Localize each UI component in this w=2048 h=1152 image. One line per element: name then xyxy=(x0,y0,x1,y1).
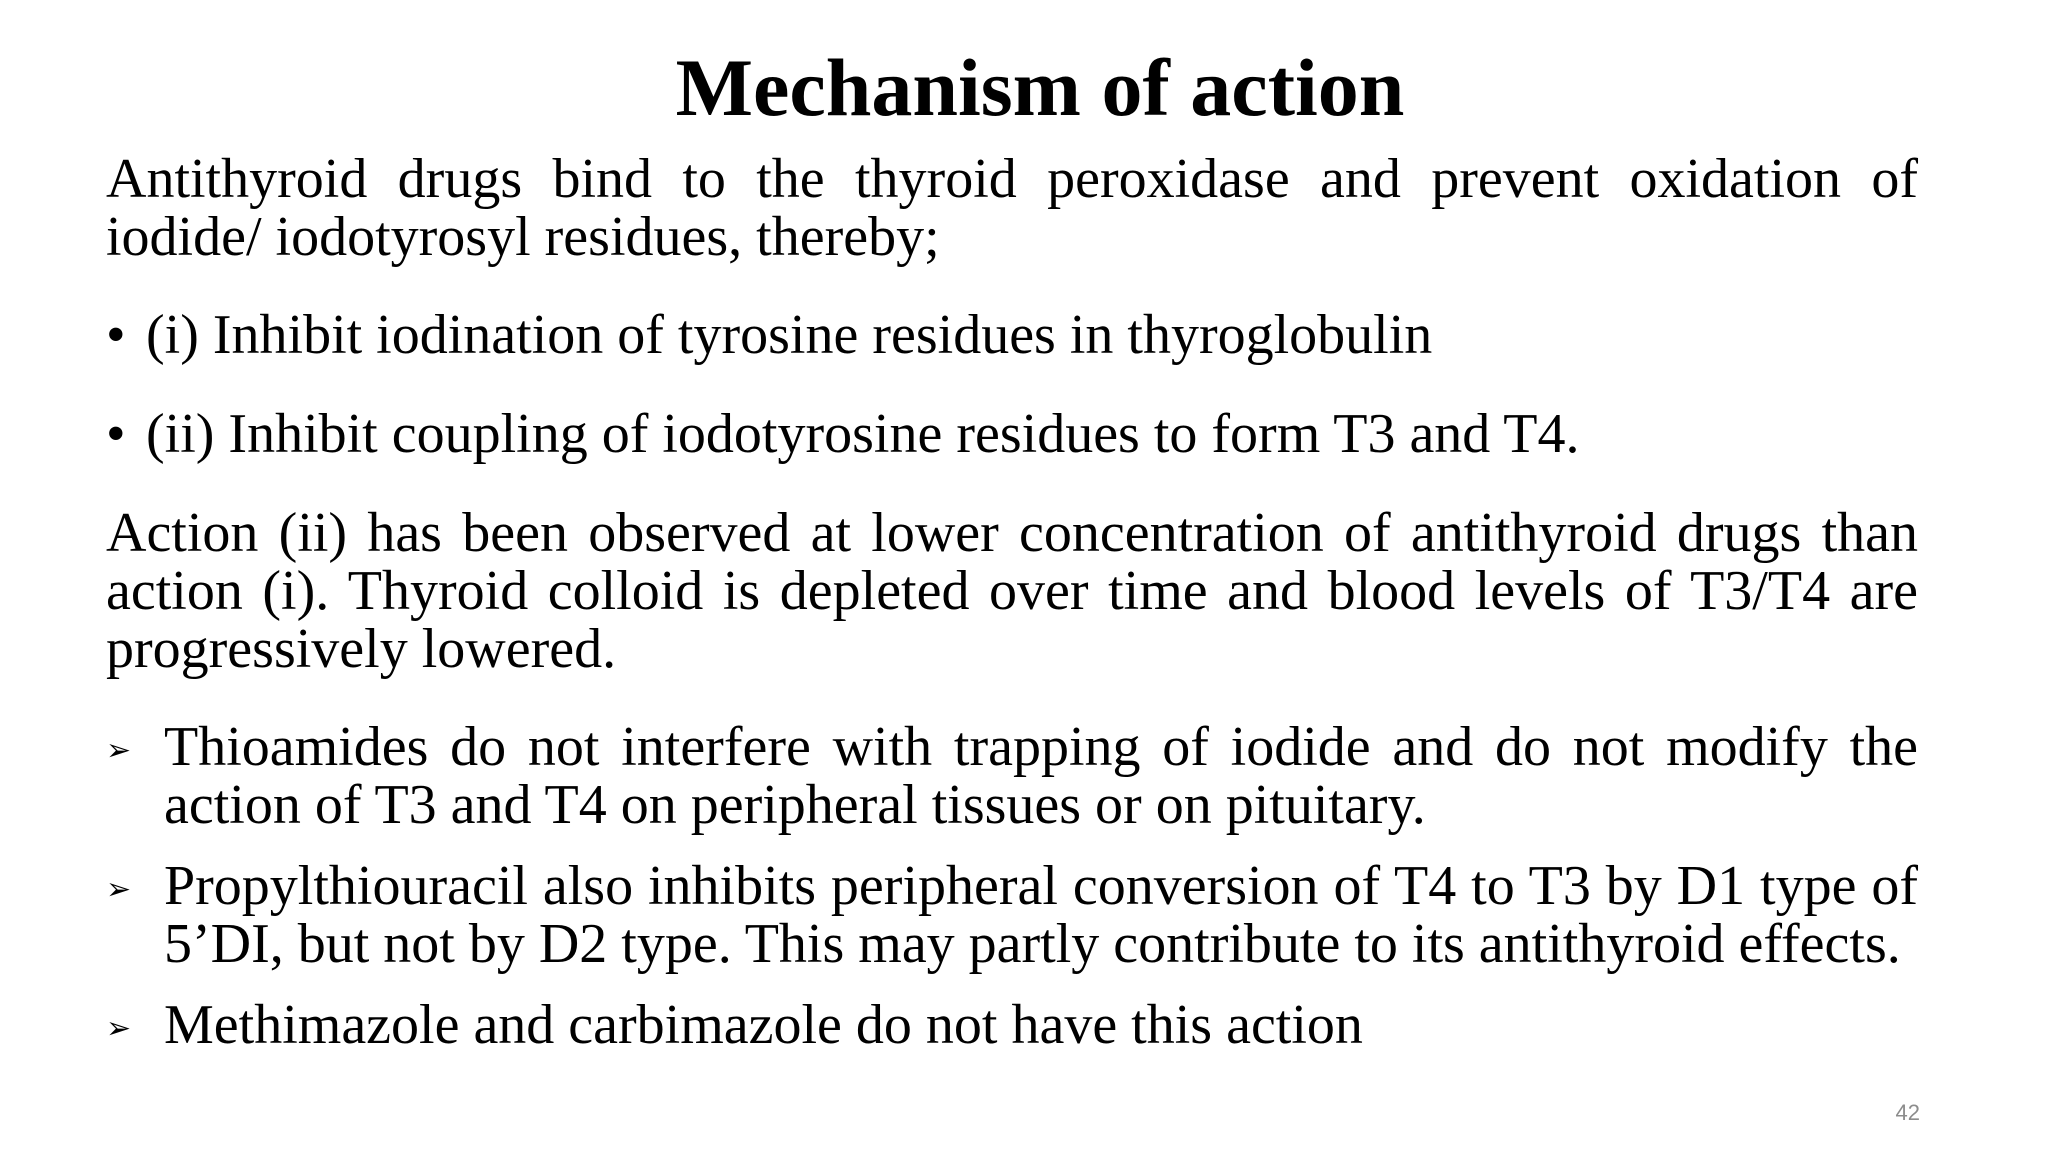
intro-paragraph: Antithyroid drugs bind to the thyroid peroxidase and prevent oxidation of iodide/ iodotyrosyl residues, thereby; xyxy=(106,148,1918,268)
arrow-point-text: Thioamides do not interfere with trapping of iodide and do not modify the action of T3 and T4 on peripheral tissues or on pituitary. xyxy=(164,716,1918,836)
arrow-bullet-icon: ➢ xyxy=(106,872,132,907)
arrow-point xyxy=(106,718,1918,834)
arrow-point xyxy=(106,996,1918,1058)
arrow-bullet-icon: ➢ xyxy=(106,733,132,768)
action-paragraph: Action (ii) has been observed at lower concentration of antithyroid drugs than action (i). Thyroid colloid is depleted over time and blood levels of T3/T4 are progressively lowered. xyxy=(106,502,1918,680)
bullet-text: (ii) Inhibit coupling of iodotyrosine residues to form T3 and T4. xyxy=(146,403,1580,465)
arrow-point-text: Propylthiouracil also inhibits peripheral conversion of T4 to T3 by D1 type of 5’DI, but not by D2 type. This may partly contribute to its antithyroid effects. xyxy=(164,855,1918,975)
arrow-bullet-icon: ➢ xyxy=(106,1011,132,1046)
arrow-point xyxy=(106,857,1918,973)
bullet-item xyxy=(106,306,1918,364)
bullet-text: (i) Inhibit iodination of tyrosine residues in thyroglobulin xyxy=(146,304,1433,366)
bullet-dot-icon: • xyxy=(106,304,126,366)
bullet-dot-icon: • xyxy=(106,403,126,465)
bullet-item xyxy=(106,405,1918,463)
slide-title: Mechanism of action xyxy=(675,42,1405,133)
arrow-point-text: Methimazole and carbimazole do not have this action xyxy=(164,994,1363,1056)
page-number: 42 xyxy=(1895,1100,1920,1125)
